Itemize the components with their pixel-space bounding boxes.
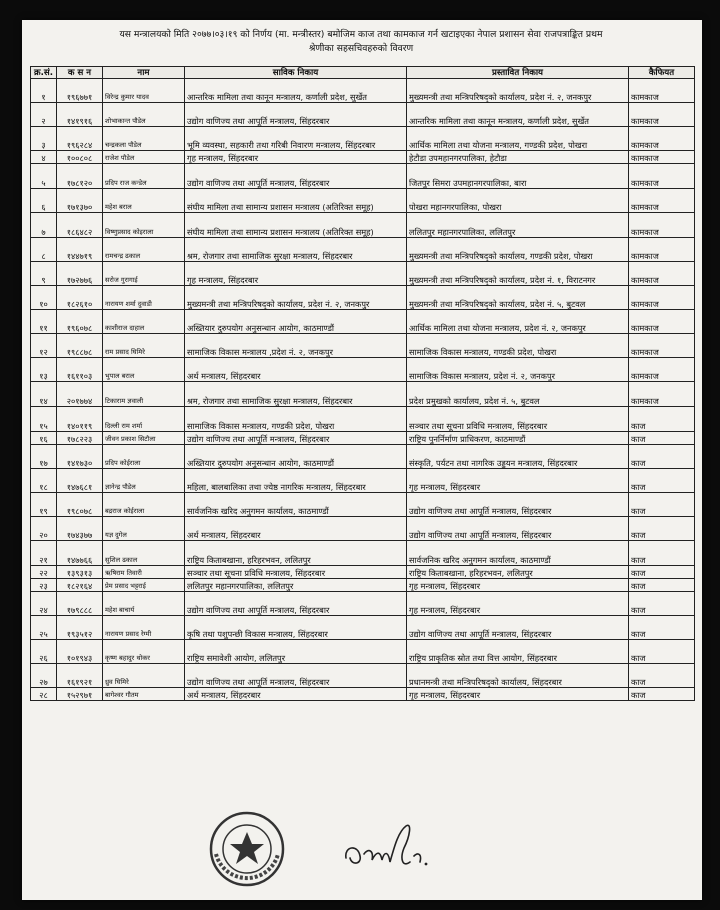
cell-old-office: उद्योग वाणिज्य तथा आपूर्ति मन्त्रालय, सिंहदरबार	[185, 432, 407, 445]
cell-old-office: उद्योग वाणिज्य तथा आपूर्ति मन्त्रालय, सिंहदरबार	[185, 592, 407, 616]
cell-ksn: १४०११९	[57, 407, 103, 432]
cell-name: महेश बराल	[103, 189, 185, 213]
cell-ksn: १८२६१०	[57, 286, 103, 310]
cell-new-office: हेटौडा उपमहानगरपालिका, हेटौडा	[407, 151, 629, 164]
cell-remark: काज	[629, 664, 695, 688]
cell-ksn: १७२७७६	[57, 262, 103, 286]
table-body	[31, 79, 695, 701]
cell-remark: कामकाज	[629, 310, 695, 334]
cell-new-office: मुख्यमन्त्री तथा मन्त्रिपरिषद्को कार्यालय, प्रदेश नं. १, विराटनगर	[407, 262, 629, 286]
cell-ksn: १३९३१३	[57, 566, 103, 579]
cell-name: नारायण शर्मा दुवाडी	[103, 286, 185, 310]
cell-name: दिल्ली राम शर्मा	[103, 407, 185, 432]
cell-new-office: आन्तरिक मामिला तथा कानून मन्त्रालय, कर्णाली प्रदेश, सुर्खेत	[407, 103, 629, 127]
cell-name: काशीराज दाहाल	[103, 310, 185, 334]
cell-old-office: संघीय मामिला तथा सामान्य प्रशासन मन्त्रालय (अतिरिक्त समूह)	[185, 213, 407, 238]
cell-ksn: १९८८७८	[57, 334, 103, 358]
table-row	[31, 616, 695, 640]
cell-old-office: ललितपुर महानगरपालिका, ललितपुर	[185, 579, 407, 592]
cell-sn: २८	[31, 688, 57, 701]
table-row	[31, 382, 695, 407]
cell-sn: २६	[31, 640, 57, 664]
cell-sn: २	[31, 103, 57, 127]
table-row	[31, 189, 695, 213]
cell-sn: ११	[31, 310, 57, 334]
cell-remark: काज	[629, 592, 695, 616]
cell-ksn: १०१९४३	[57, 640, 103, 664]
cell-name: ऋषिराम तिवारी	[103, 566, 185, 579]
officers-table	[30, 66, 695, 701]
cell-name: सरोज गुरागाई	[103, 262, 185, 286]
cell-remark: काज	[629, 688, 695, 701]
cell-name: ध्रुव घिमिरे	[103, 664, 185, 688]
cell-sn: ५	[31, 164, 57, 189]
cell-sn: २१	[31, 541, 57, 566]
cell-sn: ८	[31, 238, 57, 262]
cell-new-office: गृह मन्त्रालय, सिंहदरबार	[407, 592, 629, 616]
cell-ksn: १००८०८	[57, 151, 103, 164]
table-row	[31, 664, 695, 688]
table-row	[31, 334, 695, 358]
cell-name: प्रदिप कोईराला	[103, 445, 185, 469]
cell-old-office: अर्थ मन्त्रालय, सिंहदरबार	[185, 358, 407, 382]
cell-old-office: सामाजिक विकास मन्त्रालय, गण्डकी प्रदेश, पोखरा	[185, 407, 407, 432]
cell-old-office: श्रम, रोजगार तथा सामाजिक सुरक्षा मन्त्रालय, सिंहदरबार	[185, 382, 407, 407]
cell-sn: १२	[31, 334, 57, 358]
cell-remark: कामकाज	[629, 103, 695, 127]
cell-new-office: सञ्चार तथा सूचना प्रविधि मन्त्रालय, सिंहदरबार	[407, 407, 629, 432]
cell-ksn: १४४७१९	[57, 238, 103, 262]
cell-sn: २४	[31, 592, 57, 616]
signature	[340, 818, 450, 878]
cell-remark: कामकाज	[629, 238, 695, 262]
cell-name: कृष्ण बहादुर थोकर	[103, 640, 185, 664]
cell-sn: ७	[31, 213, 57, 238]
cell-new-office: सामाजिक विकास मन्त्रालय, गण्डकी प्रदेश, पोखरा	[407, 334, 629, 358]
cell-sn: १७	[31, 445, 57, 469]
header-remark: कैफियत	[629, 67, 695, 79]
cell-name: बागेश्वर गौतम	[103, 688, 185, 701]
cell-remark: काज	[629, 616, 695, 640]
cell-name: विरेन्द्र कुमार यादव	[103, 79, 185, 103]
cell-sn: २५	[31, 616, 57, 640]
cell-ksn: १८२१६४	[57, 579, 103, 592]
cell-new-office: मुख्यमन्त्री तथा मन्त्रिपरिषद्को कार्यालय, प्रदेश नं. २, जनकपुर	[407, 79, 629, 103]
cell-old-office: सामाजिक विकास मन्त्रालय ,प्रदेश नं. २, जनकपुर	[185, 334, 407, 358]
header-name: नाम	[103, 67, 185, 79]
cell-remark: काज	[629, 566, 695, 579]
table-header-row	[31, 67, 695, 79]
table-row	[31, 238, 695, 262]
cell-remark: कामकाज	[629, 189, 695, 213]
cell-remark: कामकाज	[629, 262, 695, 286]
cell-ksn: १७९८८८	[57, 592, 103, 616]
cell-ksn: १९६०७८	[57, 310, 103, 334]
cell-remark: कामकाज	[629, 334, 695, 358]
cell-sn: २३	[31, 579, 57, 592]
cell-name: टिकाराम ज्ञवाली	[103, 382, 185, 407]
cell-sn: ३	[31, 127, 57, 151]
cell-name: चन्द्रकला पौडेल	[103, 127, 185, 151]
table-row	[31, 688, 695, 701]
cell-name: बद्रराज कोईराला	[103, 493, 185, 517]
cell-new-office: राष्ट्रिय पुनर्निर्माण प्राधिकरण, काठमाण्डौं	[407, 432, 629, 445]
cell-sn: १३	[31, 358, 57, 382]
table-row	[31, 541, 695, 566]
cell-old-office: महिला, बालबालिका तथा ज्येष्ठ नागरिक मन्त्रालय, सिंहदरबार	[185, 469, 407, 493]
cell-name: राम प्रसाद घिमिरे	[103, 334, 185, 358]
cell-old-office: उद्योग वाणिज्य तथा आपूर्ति मन्त्रालय, सिंहदरबार	[185, 664, 407, 688]
cell-sn: २२	[31, 566, 57, 579]
cell-new-office: मुख्यमन्त्री तथा मन्त्रिपरिषद्को कार्यालय, प्रदेश नं. ५, बुटवल	[407, 286, 629, 310]
cell-new-office: गृह मन्त्रालय, सिंहदरबार	[407, 688, 629, 701]
table-row	[31, 103, 695, 127]
cell-old-office: राष्ट्रिय समावेशी आयोग, ललितपुर	[185, 640, 407, 664]
cell-sn: २७	[31, 664, 57, 688]
cell-old-office: गृह मन्त्रालय, सिंहदरबार	[185, 262, 407, 286]
cell-name: शोभाकान्त पौडेल	[103, 103, 185, 127]
cell-old-office: सार्वजनिक खरिद अनुगमन कार्यालय, काठमाण्डौं	[185, 493, 407, 517]
cell-new-office: आर्थिक मामिला तथा योजना मन्त्रालय, प्रदेश नं. २, जनकपुर	[407, 310, 629, 334]
header-ksn: क स न	[57, 67, 103, 79]
cell-old-office: गृह मन्त्रालय, सिंहदरबार	[185, 151, 407, 164]
cell-old-office: आन्तरिक मामिला तथा कानून मन्त्रालय, कर्णाली प्रदेश, सुर्खेत	[185, 79, 407, 103]
cell-remark: काज	[629, 640, 695, 664]
cell-ksn: २०१७७४	[57, 382, 103, 407]
table-row	[31, 262, 695, 286]
cell-ksn: १४७६८१	[57, 469, 103, 493]
cell-sn: ४	[31, 151, 57, 164]
cell-name: प्रदिप राज कन्डेल	[103, 164, 185, 189]
cell-remark: कामकाज	[629, 127, 695, 151]
cell-old-office: संघीय मामिला तथा सामान्य प्रशासन मन्त्रालय (अतिरिक्त समूह)	[185, 189, 407, 213]
cell-ksn: १७४३७७	[57, 517, 103, 541]
header-new-office: प्रस्तावित निकाय	[407, 67, 629, 79]
cell-new-office: संस्कृति, पर्यटन तथा नागरिक उड्डयन मन्त्रालय, सिंहदरबार	[407, 445, 629, 469]
cell-ksn: १९६२८४	[57, 127, 103, 151]
cell-name: राजेश पौडेल	[103, 151, 185, 164]
heading-line-2: श्रेणीका सहसचिवहरुको विवरण	[308, 43, 414, 54]
document-page	[22, 20, 702, 900]
table-row	[31, 151, 695, 164]
table-row	[31, 358, 695, 382]
cell-old-office: कृषि तथा पशुपन्छी विकास मन्त्रालय, सिंहदरबार	[185, 616, 407, 640]
cell-new-office: पोखरा महानगरपालिका, पोखरा	[407, 189, 629, 213]
cell-new-office: गृह मन्त्रालय, सिंहदरबार	[407, 579, 629, 592]
cell-ksn: १७८१२०	[57, 164, 103, 189]
cell-new-office: मुख्यमन्त्री तथा मन्त्रिपरिषद्को कार्यालय, गण्डकी प्रदेश, पोखरा	[407, 238, 629, 262]
cell-remark: कामकाज	[629, 358, 695, 382]
cell-remark: काज	[629, 579, 695, 592]
table-row	[31, 164, 695, 189]
cell-new-office: राष्ट्रिय प्राकृतिक स्रोत तथा वित्त आयोग, सिंहदरबार	[407, 640, 629, 664]
cell-new-office: राष्ट्रिय किताबखाना, हरिहरभवन, ललितपुर	[407, 566, 629, 579]
document-heading	[30, 28, 692, 56]
cell-sn: ९	[31, 262, 57, 286]
cell-remark: काज	[629, 541, 695, 566]
table-row	[31, 592, 695, 616]
cell-new-office: ललितपुर महानगरपालिका, ललितपुर	[407, 213, 629, 238]
cell-sn: १०	[31, 286, 57, 310]
table-row	[31, 640, 695, 664]
cell-new-office: सामाजिक विकास मन्त्रालय, प्रदेश नं. २, जनकपुर	[407, 358, 629, 382]
cell-new-office: उद्योग वाणिज्य तथा आपूर्ति मन्त्रालय, सिंहदरबार	[407, 616, 629, 640]
cell-remark: कामकाज	[629, 286, 695, 310]
cell-remark: कामकाज	[629, 79, 695, 103]
header-sn: क्र.सं.	[31, 67, 57, 79]
table-row	[31, 213, 695, 238]
cell-name: विष्णुप्रसाद कोइराला	[103, 213, 185, 238]
cell-sn: १९	[31, 493, 57, 517]
cell-ksn: १८६४८२	[57, 213, 103, 238]
cell-remark: काज	[629, 407, 695, 432]
cell-old-office: राष्ट्रिय किताबखाना, हरिहरभवन, ललितपुर	[185, 541, 407, 566]
header-old-office: साविक निकाय	[185, 67, 407, 79]
table-row	[31, 127, 695, 151]
cell-old-office: उद्योग वाणिज्य तथा आपूर्ति मन्त्रालय, सिंहदरबार	[185, 164, 407, 189]
cell-old-office: अर्थ मन्त्रालय, सिंहदरबार	[185, 517, 407, 541]
table-row	[31, 469, 695, 493]
cell-ksn: १५२९७१	[57, 688, 103, 701]
heading-line-1: यस मन्त्रालयको मिति २०७७।०३।१९ को निर्णय (मा. मन्त्रीस्तर) बमोजिम काज तथा कामकाज गर्न खटाइएका नेपाल प्रशासन सेवा राजपत्राङ्कित प्रथम	[119, 29, 603, 40]
cell-remark: कामकाज	[629, 164, 695, 189]
cell-new-office: उद्योग वाणिज्य तथा आपूर्ति मन्त्रालय, सिंहदरबार	[407, 517, 629, 541]
cell-name: रामचन्द्र ढकाल	[103, 238, 185, 262]
table-row	[31, 286, 695, 310]
table-row	[31, 493, 695, 517]
cell-ksn: १४१७३०	[57, 445, 103, 469]
cell-name: महेश बाचार्य	[103, 592, 185, 616]
table-row	[31, 432, 695, 445]
cell-name: भुपाल बराल	[103, 358, 185, 382]
cell-ksn: १६१९२१	[57, 664, 103, 688]
cell-new-office: सार्वजनिक खरिद अनुगमन कार्यालय, काठमाण्डौं	[407, 541, 629, 566]
cell-new-office: गृह मन्त्रालय, सिंहदरबार	[407, 469, 629, 493]
cell-old-office: अर्थ मन्त्रालय, सिंहदरबार	[185, 688, 407, 701]
cell-ksn: १४१९१६	[57, 103, 103, 127]
cell-new-office: जितपुर सिमरा उपमहानगरपालिका, बारा	[407, 164, 629, 189]
cell-old-office: सञ्चार तथा सूचना प्रविधि मन्त्रालय, सिंहदरबार	[185, 566, 407, 579]
cell-sn: १५	[31, 407, 57, 432]
cell-ksn: १७८२२३	[57, 432, 103, 445]
cell-ksn: १६११०३	[57, 358, 103, 382]
table-row	[31, 579, 695, 592]
cell-new-office: आर्थिक मामिला तथा योजना मन्त्रालय, गण्डकी प्रदेश, पोखरा	[407, 127, 629, 151]
cell-old-office: भूमि व्यवस्था, सहकारी तथा गरिबी निवारण मन्त्रालय, सिंहदरबार	[185, 127, 407, 151]
cell-remark: कामकाज	[629, 213, 695, 238]
cell-remark: काज	[629, 493, 695, 517]
cell-sn: २०	[31, 517, 57, 541]
cell-ksn: १९८०७८	[57, 493, 103, 517]
cell-old-office: अख्तियार दुरुपयोग अनुसन्धान आयोग, काठमाण्डौं	[185, 310, 407, 334]
cell-ksn: १९६७७१	[57, 79, 103, 103]
cell-new-office: उद्योग वाणिज्य तथा आपूर्ति मन्त्रालय, सिंहदरबार	[407, 493, 629, 517]
table-row	[31, 566, 695, 579]
cell-new-office: प्रधानमन्त्री तथा मन्त्रिपरिषद्को कार्यालय, सिंहदरबार	[407, 664, 629, 688]
cell-new-office: प्रदेश प्रमुखको कार्यालय, प्रदेश नं. ५, बुटवल	[407, 382, 629, 407]
table-row	[31, 310, 695, 334]
cell-name: प्रेम प्रसाद भट्टराई	[103, 579, 185, 592]
cell-ksn: १९३५१२	[57, 616, 103, 640]
cell-ksn: १७१३७०	[57, 189, 103, 213]
table-row	[31, 79, 695, 103]
cell-ksn: १४७७६६	[57, 541, 103, 566]
cell-name: नारायण प्रसाद रेग्मी	[103, 616, 185, 640]
cell-sn: १	[31, 79, 57, 103]
cell-old-office: श्रम, रोजगार तथा सामाजिक सुरक्षा मन्त्रालय, सिंहदरबार	[185, 238, 407, 262]
cell-sn: १८	[31, 469, 57, 493]
cell-sn: ६	[31, 189, 57, 213]
cell-name: यज्ञ दुगेल	[103, 517, 185, 541]
table-row	[31, 407, 695, 432]
cell-old-office: अख्तियार दुरुपयोग अनुसन्धान आयोग, काठमाण्डौं	[185, 445, 407, 469]
cell-remark: कामकाज	[629, 382, 695, 407]
table-row	[31, 517, 695, 541]
cell-remark: काज	[629, 432, 695, 445]
cell-name: सुशिल ढकाल	[103, 541, 185, 566]
cell-name: ज्ञानेन्द्र पौडेल	[103, 469, 185, 493]
cell-old-office: मुख्यमन्त्री तथा मन्त्रिपरिषद्को कार्यालय, प्रदेश नं. २, जनकपुर	[185, 286, 407, 310]
table-row	[31, 445, 695, 469]
cell-remark: काज	[629, 445, 695, 469]
office-seal-stamp	[208, 810, 286, 888]
cell-remark: काज	[629, 517, 695, 541]
cell-sn: १४	[31, 382, 57, 407]
cell-name: जीवन प्रकाश सिटौला	[103, 432, 185, 445]
cell-sn: १६	[31, 432, 57, 445]
cell-remark: कामकाज	[629, 151, 695, 164]
cell-remark: काज	[629, 469, 695, 493]
cell-old-office: उद्योग वाणिज्य तथा आपूर्ति मन्त्रालय, सिंहदरबार	[185, 103, 407, 127]
